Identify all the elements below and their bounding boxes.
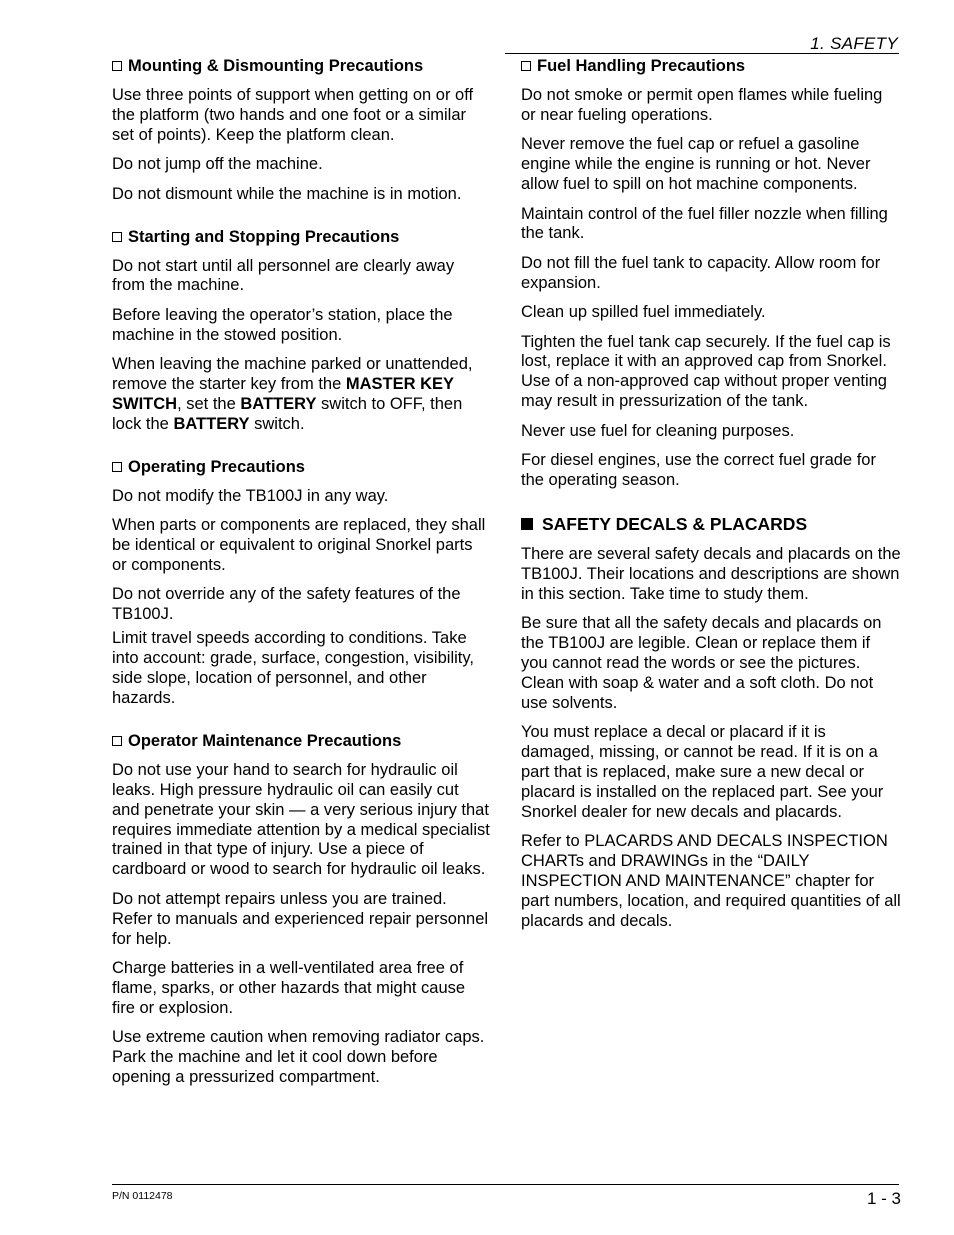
paragraph: Tighten the fuel tank cap securely. If the fuel cap is lost, replace it with an approved cap from Snorkel. Use of a non-approved cap without proper venting may result in pressurization of the tank. <box>521 332 891 411</box>
left-column <box>112 57 490 1111</box>
checkbox-icon <box>112 462 122 472</box>
maintenance-heading-text: Operator Maintenance Precautions <box>128 731 402 750</box>
starting-heading <box>112 228 490 247</box>
fuel-section <box>521 57 901 491</box>
bold-text: BATTERY <box>173 414 250 433</box>
paragraph: Use three points of support when getting on or off the platform (two hands and one foot or a similar set of points). Keep the platform clean. <box>112 86 474 144</box>
starting-heading-text: Starting and Stopping Precautions <box>128 227 400 246</box>
paragraph: Never remove the fuel cap or refuel a gasoline engine while the engine is running or hot. Never allow fuel to spill on hot machine components. <box>521 135 871 194</box>
decals-heading-text: SAFETY DECALS & PLACARDS <box>542 513 808 534</box>
paragraph: Limit travel speeds according to conditions. Take into account: grade, surface, congestion, visibility, side slope, location of personnel, and other hazards. <box>112 629 474 707</box>
footer-rule <box>112 1184 899 1185</box>
paragraph: Do not smoke or permit open flames while fueling or near fueling operations. <box>521 86 883 124</box>
mounting-heading <box>112 57 490 76</box>
paragraph: Maintain control of the fuel filler nozzle when filling the tank. <box>521 204 888 243</box>
operating-heading-text: Operating Precautions <box>128 457 305 476</box>
header-rule <box>505 53 899 54</box>
text-run: switch. <box>249 414 305 433</box>
checkbox-icon <box>112 232 122 242</box>
paragraph: You must replace a decal or placard if it is damaged, missing, or cannot be read. If it is on a part that is replaced, make sure a new decal or placard is installed on the replaced part. See your Snorkel dealer for new decals and placards. <box>521 723 884 821</box>
paragraph: Clean up spilled fuel immediately. <box>521 303 766 322</box>
paragraph: Do not override any of the safety features of the TB100J. <box>112 585 461 624</box>
paragraph: Do not start until all personnel are clearly away from the machine. <box>112 256 455 295</box>
paragraph: Before leaving the operator’s station, place the machine in the stowed position. <box>112 305 453 344</box>
text-run: When leaving the machine parked or unattended, remove the starter key from the <box>112 355 473 394</box>
chapter-title: 1. SAFETY <box>810 34 898 53</box>
paragraph: Be sure that all the safety decals and placards on the TB100J are legible. Clean or replace them if you cannot read the words or see the pictures. Clean with soap & water and a soft cloth. Do not use solvents. <box>521 614 882 712</box>
paragraph: When parts or components are replaced, they shall be identical or equivalent to original Snorkel parts or components. <box>112 516 486 574</box>
paragraph: There are several safety decals and placards on the TB100J. Their locations and descriptions are shown in this section. Take time to study them. <box>521 544 901 603</box>
paragraph: Refer to PLACARDS AND DECALS INSPECTION CHARTs and DRAWINGs in the “DAILY INSPECTION AND MAINTENANCE” chapter for part numbers, location, and required quantities of all placards and decals. <box>521 832 901 930</box>
checkbox-icon <box>112 61 122 71</box>
paragraph: Use extreme caution when removing radiator caps. Park the machine and let it cool down before opening a pressurized compartment. <box>112 1028 485 1087</box>
maintenance-section <box>112 732 490 1088</box>
filled-square-icon <box>521 518 533 530</box>
paragraph: Do not fill the fuel tank to capacity. Allow room for expansion. <box>521 253 881 292</box>
part-number: P/N 0112478 <box>112 1190 173 1202</box>
paragraph: Do not modify the TB100J in any way. <box>112 486 389 505</box>
paragraph: Do not attempt repairs unless you are trained. Refer to manuals and experienced repair personnel for help. <box>112 889 489 948</box>
operating-section <box>112 458 490 709</box>
paragraph: For diesel engines, use the correct fuel grade for the operating season. <box>521 451 876 489</box>
mounting-section <box>112 57 490 205</box>
paragraph-key-switch <box>112 355 490 435</box>
starting-section <box>112 228 490 435</box>
mounting-heading-text: Mounting & Dismounting Precautions <box>128 57 424 75</box>
page-number: 1 - 3 <box>866 1189 901 1208</box>
fuel-heading-text: Fuel Handling Precautions <box>537 57 746 75</box>
paragraph: Do not jump off the machine. <box>112 155 323 174</box>
right-column <box>521 57 901 955</box>
decals-section <box>521 514 901 932</box>
paragraph: Never use fuel for cleaning purposes. <box>521 421 795 440</box>
decals-heading <box>521 514 901 534</box>
checkbox-icon <box>112 736 122 746</box>
checkbox-icon <box>521 61 531 71</box>
fuel-heading <box>521 57 901 76</box>
text-run: , set the <box>177 394 241 413</box>
maintenance-heading <box>112 732 490 751</box>
paragraph: Do not use your hand to search for hydraulic oil leaks. High pressure hydraulic oil can easily cut and penetrate your skin — a very serious injury that requires immediate attention by a medical specialist trained in that type of injury. Use a piece of cardboard or wood to search for hydraulic oil leaks. <box>112 760 490 879</box>
paragraph: Charge batteries in a well-ventilated area free of flame, sparks, or other hazards that might cause fire or explosion. <box>112 959 466 1017</box>
paragraph: Do not dismount while the machine is in motion. <box>112 184 462 203</box>
operating-heading <box>112 458 490 477</box>
bold-text: MASTER KEY SWITCH <box>112 375 454 413</box>
bold-text: BATTERY <box>240 394 317 413</box>
text-run: switch to OFF, then lock the <box>112 394 463 433</box>
